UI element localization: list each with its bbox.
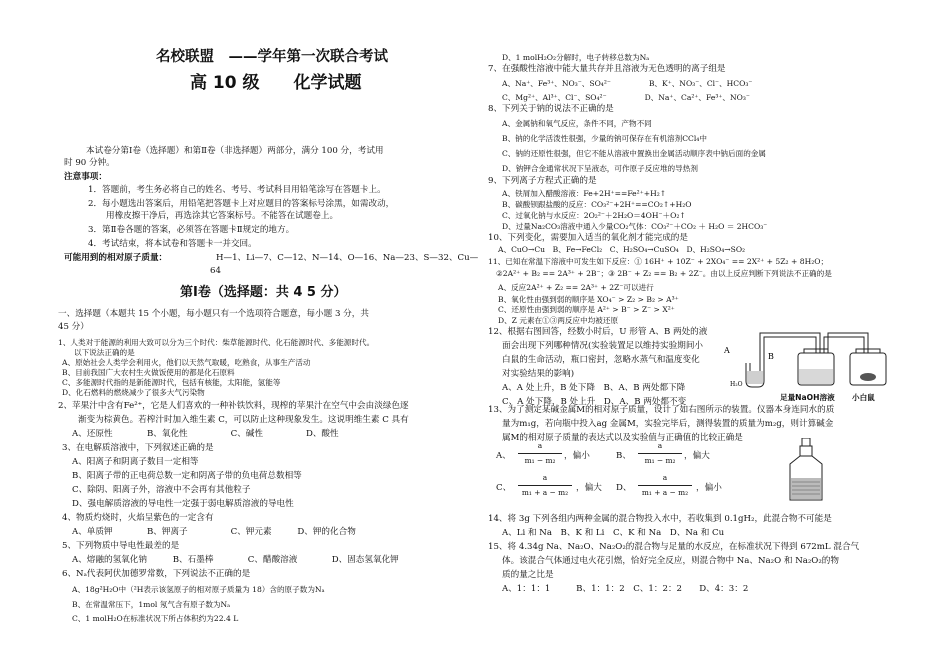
question-line: 13、为了测定某碱金属M的相对原子质量，设计了如右图所示的装置。仪器本身连同水的质 [488, 405, 835, 415]
question-line: 属M的相对原子质量的表达式以及实验值与正确值的比较正确是 [502, 433, 743, 443]
option-line: A、金属钠和氧气反应，条件不同，产物不同 [502, 119, 652, 128]
option-line: A、Li 和 Na B、K 和 Li C、K 和 Na D、Na 和 Cu [502, 528, 725, 538]
question-line: 9、下列离子方程式正确的是 [488, 176, 597, 186]
notice-item: 2．每小题选出答案后，用铅笔把答题卡上对应题目的答案标号涂黑，如需改动， [88, 199, 395, 209]
figure-label-mouse: 小白鼠 [852, 393, 875, 402]
option-line: C、A 处下降，B 处上升 D、A、B 两处都不变 [502, 397, 687, 407]
option-label: A、 [496, 451, 511, 461]
option-line: C、1 molH₂O在标准状况下所占体积约为22.4 L [72, 614, 239, 623]
option-line: A、熔融的氢氧化钠 B、石墨棒 C、醋酸溶液 D、固态氢氧化钾 [72, 555, 399, 565]
intro-text: 时 90 分钟。 [64, 158, 115, 168]
label-a: A [724, 346, 730, 355]
notice-item: 3．第Ⅱ卷各题的答案，必须答在答题卡Ⅱ规定的地方。 [88, 225, 295, 235]
fraction-numerator: a [662, 473, 668, 482]
question-line: 对实验结果的影响) [502, 369, 575, 379]
atomic-mass-label: 可能用到的相对原子质量： [64, 253, 168, 263]
fraction-denominator: m₁ + a − m₂ [521, 488, 569, 497]
option-line: C、多能源时代指的是新能源时代，包括有核能，太阳能，氢能等 [62, 378, 281, 387]
option-line: A、反应2A²⁺ + Z₂ == 2A³⁺ + 2Z⁻可以进行 [498, 283, 654, 292]
option-line: A、阳离子和阴离子数目一定相等 [72, 457, 199, 467]
question-line: 5、下列物质中导电性最差的是 [62, 541, 180, 551]
option-line: D、强电解质溶液的导电性一定强于弱电解质溶液的导电性 [72, 499, 294, 509]
question-line: 渐变为棕黄色。若榨汁时加入维生素 C，可以防止这种现象发生。这说明维生素 C 具有 [78, 415, 409, 425]
option-line: D、1 molH₂O₂分解时，电子转移总数为Nₐ [502, 53, 650, 62]
question-line: 4、物质灼烧时，火焰呈紫色的一定含有 [62, 513, 214, 523]
question-line: 体。该混合气体通过电火花引燃，恰好完全反应，则混合物中 Na、Na₂O 和 Na₂O₂的物 [502, 556, 839, 566]
question-line: 7、在强酸性溶液中能大量共存并且溶液为无色透明的离子组是 [488, 64, 726, 74]
option-line: C、过氧化钠与水反应：2O₂²⁻＋2H₂O＝4OH⁻＋O₂↑ [502, 211, 686, 220]
fraction-denominator: m₁ − m₂ [524, 456, 556, 465]
option-line: C、钠的还原性很强，但它不能从溶液中置换出金属活动顺序表中钠后面的金属 [502, 149, 766, 158]
question-line: 14、将 3g 下列各组内两种金属的混合物投入水中，若收集到 0.1gH₂，此混合物不可能是 [488, 514, 832, 524]
question-line: 1、人类对于能源的利用大致可以分为三个时代：柴草能源时代、化石能源时代、多能源时代。 [58, 338, 375, 347]
label-b: B [768, 352, 774, 361]
notice-title: 注意事项： [64, 172, 107, 182]
section-desc: 一、选择题（本题共 15 个小题，每小题只有一个选项符合题意，每小题 3 分，共 [58, 309, 369, 319]
exam-title: 名校联盟 ——学年第一次联合考试 [156, 49, 388, 65]
question-line: 10、下列变化，需要加入适当的氧化剂才能完成的是 [488, 233, 688, 243]
fraction-denominator: m₁ − m₂ [644, 456, 676, 465]
option-line: C、还原性由强到弱的顺序是 A²⁺ > B⁻ > Z⁻ > X²⁺ [498, 305, 675, 314]
option-line: B、钠的化学活泼性很强，少量的钠可保存在有机溶剂CCl₄中 [502, 134, 707, 143]
question-line: 15、将 4.34g Na、Na₂O、Na₂O₂的混合物与足量的水反应，在标准状况下得到 672mL 混合气 [488, 542, 860, 552]
option-line: A、单质钾 B、钾离子 C、钾元素 D、钾的化合物 [72, 527, 356, 537]
question-line: ②2A²⁺ + B₂ == 2A³⁺ + 2B⁻；③ 2B⁻ + Z₂ == B₂ + 2Z⁻。由以上反应判断下列说法不正确的是 [496, 269, 832, 278]
atomic-mass-values: 64 [210, 266, 221, 276]
question-line: 2、苹果汁中含有Fe²⁺，它是人们喜欢的一种补铁饮料，现榨的苹果汁在空气中会由淡绿色逐 [58, 401, 409, 411]
bottle-apparatus-figure [786, 438, 826, 504]
option-line: B、氧化性由强到弱的顺序是 XO₄⁻ > Z₂ > B₂ > A³⁺ [498, 295, 679, 304]
fraction-denominator: m₁ + a − m₂ [641, 488, 689, 497]
option-label: B、 [616, 451, 631, 461]
option-line: A、Na⁺、Fe³⁺、NO₃⁻、SO₄²⁻ B、K⁺、NO₃⁻、Cl⁻、HCO₃⁻ [502, 79, 753, 88]
option-line: C、Mg²⁺、Al³⁺、Cl⁻、SO₄²⁻ D、Na⁺、Ca²⁺、Fe³⁺、NO₃⁻ [502, 93, 750, 102]
option-line: C、除阴、阳离子外，溶液中不会再有其他粒子 [72, 485, 251, 495]
question-line: 12、根据右图回答，经数小时后，U 形管 A、B 两处的液 [488, 327, 708, 337]
u-tube-apparatus-figure [724, 323, 894, 389]
fraction-bar [638, 453, 682, 454]
label-water: H₂O [730, 381, 743, 388]
option-line: A、1：1：1 B、1：1：2 C、1：2：2 D、4：3：2 [502, 584, 749, 594]
section-desc: 45 分） [58, 322, 89, 332]
atomic-mass-values: H—1、Li—7、C—12、N—14、O—16、Na—23、S—32、Cu— [216, 253, 479, 263]
option-line: A、还原性 B、氧化性 C、碱性 D、酸性 [72, 429, 339, 439]
option-line: D、过量Na₂CO₃溶液中通入少量CO₂气体：CO₃²⁻＋CO₂ ＋ H₂O ＝ 2HCO₃⁻ [502, 222, 768, 231]
question-line: 面会出现下列哪种情况(实验装置足以维持实验期间小 [502, 341, 704, 351]
question-line: 3、在电解质溶液中，下列叙述正确的是 [62, 443, 214, 453]
option-suffix: ，偏小 [564, 451, 590, 461]
option-line: A、A 处上升，B 处下降 B、A、B 两处都下降 [502, 383, 686, 393]
option-line: B、阳离子带的正电荷总数一定和阴离子带的负电荷总数相等 [72, 471, 302, 481]
figure-label-naoh: 足量NaOH溶液 [780, 393, 835, 402]
fraction-numerator: a [657, 441, 663, 450]
option-label: C、 [496, 483, 512, 493]
notice-item: 1．答题前，考生务必将自己的姓名、考号、考试科目用铅笔涂写在答题卡上。 [88, 185, 386, 195]
fraction-bar [518, 453, 562, 454]
question-line: 11、已知在常温下溶液中可发生如下反应：① 16H⁺ + 10Z⁻ + 2XO₄⁻ == 2X²⁺ + 5Z₂ + 8H₂O； [488, 257, 829, 266]
question-line: 量为m₁g，若向瓶中投入ag 金属M，实验完毕后，测得装置的质量为m₂g，则计算碱金 [502, 419, 834, 429]
fraction-numerator: a [542, 473, 548, 482]
question-line: 质的量之比是 [502, 570, 554, 580]
option-suffix: ，偏小 [696, 483, 722, 493]
option-line: B、在常温常压下，1mol 氖气含有原子数为Nₐ [72, 600, 231, 609]
option-line: A、原始社会人类学会利用火，他们以天然气取暖，吃熟食，从事生产活动 [62, 358, 311, 367]
option-suffix: ，偏大 [684, 451, 710, 461]
question-line: 8、下列关于钠的说法不正确的是 [488, 104, 614, 114]
fraction-bar [638, 485, 692, 486]
intro-text: 本试卷分第Ⅰ卷（选择题）和第Ⅱ卷（非选择题）两部分，满分 100 分，考试用 [86, 146, 384, 156]
exam-subtitle: 高 10 级 化学试题 [190, 73, 362, 93]
option-line: D、钠钾合金通常状况下呈液态，可作原子反应堆的导热剂 [502, 164, 698, 173]
fraction-bar [518, 485, 572, 486]
question-line: 白鼠的生命活动，瓶口密封，忽略水蒸气和温度变化 [502, 355, 700, 365]
notice-item: 用橡皮擦干净后，再选涂其它答案标号。不能答在试题卷上。 [106, 211, 339, 221]
option-line: D、化石燃料的燃烧减少了很多大气污染物 [62, 388, 205, 397]
fraction-numerator: a [537, 441, 543, 450]
option-line: B、目前我国广大农村生火做饭使用的都是化石原料 [62, 368, 235, 377]
option-line: A、CuO→Cu B、Fe→FeCl₂ C、H₂SO₄→CuSO₄ D、H₂SO₄→SO₂ [498, 245, 746, 254]
option-line: D、Z 元素在①③两反应中均被还原 [498, 316, 619, 325]
option-line: A、铁屑加入醋酸溶液：Fe+2H⁺==Fe²⁺+H₂↑ [502, 189, 667, 198]
question-line: 以下说法正确的是 [74, 348, 135, 357]
option-line: A、18g²H₂O中（²H表示该氢原子的相对原子质量为 18）含的原子数为Nₐ [72, 585, 325, 594]
option-line: B、碳酸钡跟盐酸的反应：CO₃²⁻+2H⁺==CO₂↑+H₂O [502, 200, 692, 209]
option-suffix: ，偏大 [576, 483, 602, 493]
section-title: 第Ⅰ卷（选择题：共 4 5 分） [180, 285, 347, 300]
question-line: 6、Nₐ代表阿伏加德罗常数，下列说法不正确的是 [62, 569, 251, 579]
option-label: D、 [616, 483, 632, 493]
notice-item: 4．考试结束，将本试卷和答题卡一并交回。 [88, 239, 257, 249]
